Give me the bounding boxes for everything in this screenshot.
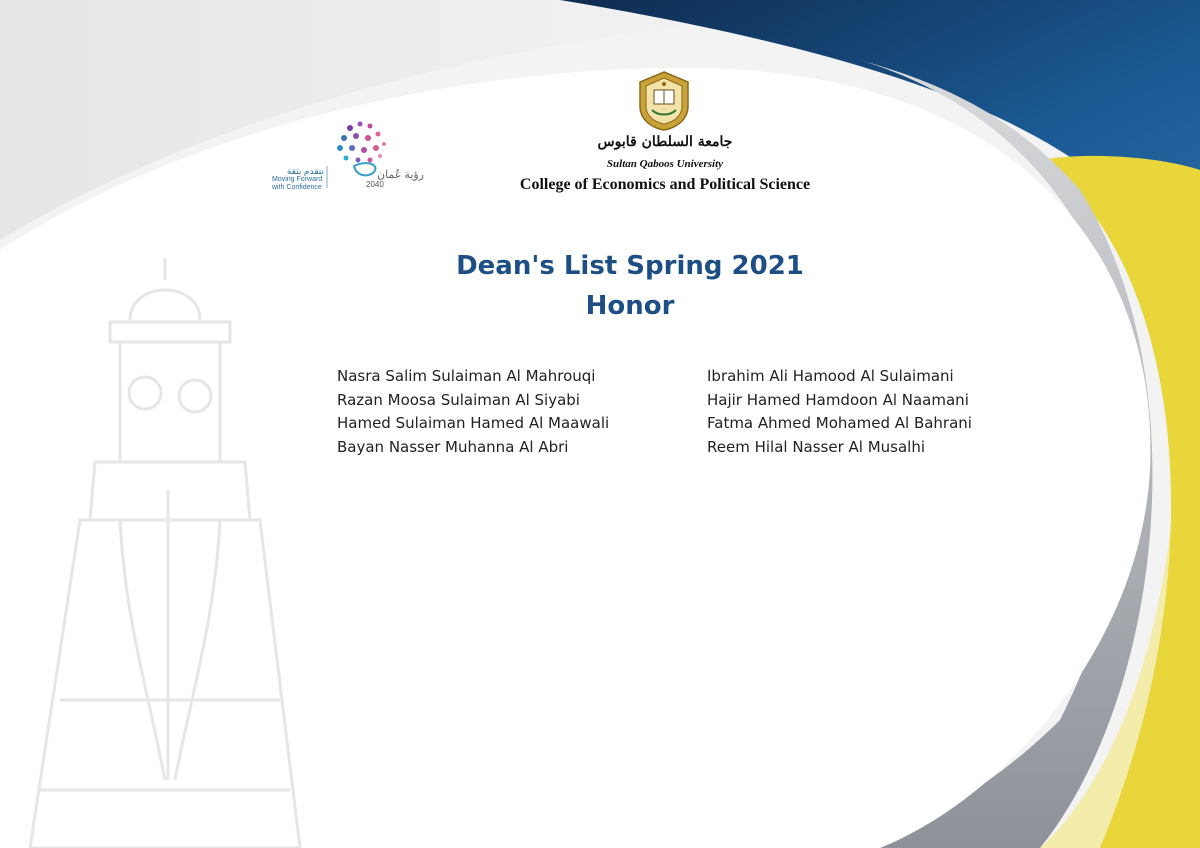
list-item: Fatma Ahmed Mohamed Al Bahrani	[707, 414, 972, 432]
vision-tagline-line2: with Confidence	[272, 184, 322, 191]
title-line-deans-list: Dean's List Spring 2021	[456, 251, 804, 281]
names-column-left	[337, 365, 609, 459]
vision-arabic-name: رؤية عُمان	[377, 169, 424, 181]
university-english-name: Sultan Qaboos University	[606, 158, 724, 170]
vision-arabic-tagline: نتقدم بثقة	[286, 166, 324, 176]
college-name: College of Economics and Political Science	[519, 176, 811, 193]
university-arabic-name: جامعة السلطان قابوس	[597, 134, 733, 150]
vision-english-tagline	[272, 176, 332, 192]
page-title	[360, 246, 900, 326]
vision-year: 2040	[366, 180, 384, 189]
list-item: Razan Moosa Sulaiman Al Siyabi	[337, 390, 580, 409]
list-item: Hamed Sulaiman Hamed Al Maawali	[337, 414, 610, 432]
list-item: Hajir Hamed Hamdoon Al Naamani	[707, 390, 969, 409]
names-column-right	[707, 365, 972, 459]
list-item: Bayan Nasser Muhanna Al Abri	[337, 437, 569, 456]
university-seal-icon	[636, 70, 692, 132]
list-item: Ibrahim Ali Hamood Al Sulaimani	[707, 367, 954, 385]
vision-tagline-line1: Moving Forward	[272, 176, 323, 183]
title-line-honor: Honor	[585, 291, 675, 321]
list-item: Nasra Salim Sulaiman Al Mahrouqi	[337, 367, 596, 385]
list-item: Reem Hilal Nasser Al Musalhi	[707, 437, 926, 456]
